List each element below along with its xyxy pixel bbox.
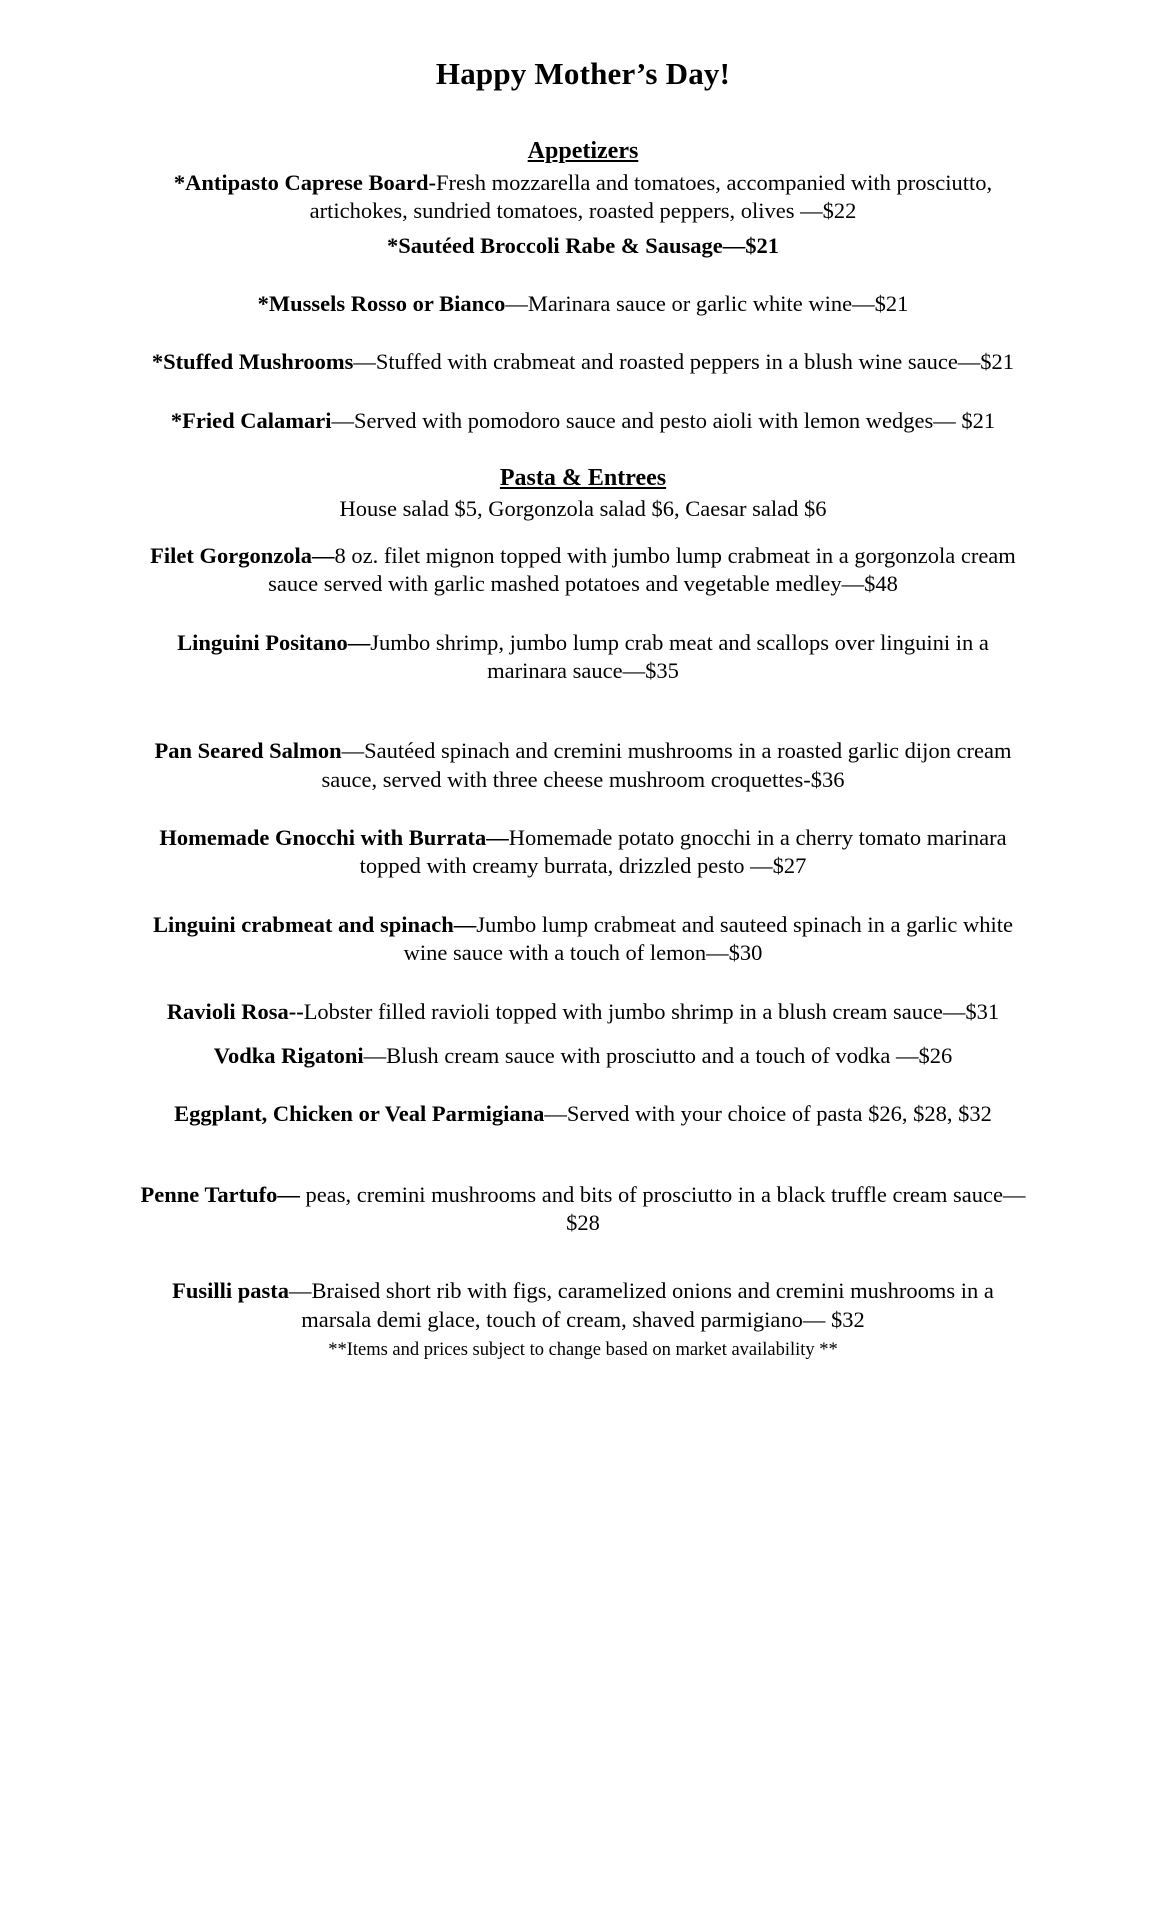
menu-item-name: Homemade Gnocchi with Burrata— [159,825,509,851]
menu-item-description: Lobster filled ravioli topped with jumbo shrimp in a blush cream sauce—$31 [303,998,1000,1024]
menu-item-description: Jumbo lump crabmeat and sauteed spinach in a garlic white wine sauce with a touch of lemon—$30 [403,911,1013,966]
menu-item-description: Jumbo shrimp, jumbo lump crab meat and scallops over linguini in a marinara sauce—$35 [370,629,989,684]
menu-item-name: Eggplant, Chicken or Veal Parmigiana [174,1101,545,1127]
menu-item-description: 8 oz. filet mignon topped with jumbo lump crabmeat in a gorgonzola cream sauce served with garlic mashed potatoes and vegetable medley—$48 [268,543,1016,597]
menu-item [135,1100,1031,1128]
section-heading-appetizers: Appetizers [527,138,639,164]
menu-item [135,1181,1031,1238]
menu-item [135,348,1031,376]
menu-item-name: Filet Gorgonzola— [150,543,335,569]
menu-item-description: Fresh mozzarella and tomatoes, accompanied with prosciutto, artichokes, sundried tomatoes, roasted peppers, olives —$22 [309,170,993,224]
menu-item-name: *Antipasto Caprese Board- [173,170,436,195]
menu-item-description: —Braised short rib with figs, caramelized onions and cremini mushrooms in a marsala demi glace, touch of cream, shaved parmigiano— $32 [289,1278,994,1332]
menu-item-name: Ravioli Rosa-- [166,998,304,1024]
menu-item [135,542,1031,599]
section-pasta-entrees [135,465,1031,1334]
menu-item [135,824,1031,881]
menu-item-description: —Served with your choice of pasta $26, $28, $32 [544,1101,992,1127]
menu-item [135,169,1031,226]
salad-note: House salad $5, Gorgonzola salad $6, Caesar salad $6 [339,496,827,522]
menu-item-description: —Stuffed with crabmeat and roasted peppers in a blush wine sauce—$21 [353,349,1015,375]
menu-item-name: Linguini crabmeat and spinach— [153,911,477,937]
menu-item-description: peas, cremini mushrooms and bits of prosciutto in a black truffle cream sauce—$28 [299,1181,1026,1235]
menu-document [135,0,1031,1361]
menu-item [135,1277,1031,1334]
menu-item-description: —Marinara sauce or garlic white wine—$21 [505,291,909,317]
menu-item [135,232,1031,260]
menu-item-name: Fusilli pasta [172,1278,290,1304]
menu-item-name: Penne Tartufo— [140,1181,300,1207]
menu-item-name: *Sautéed Broccoli Rabe & Sausage—$21 [386,232,780,258]
menu-item-description: Homemade potato gnocchi in a cherry tomato marinara topped with creamy burrata, drizzled pesto —$27 [359,825,1007,879]
menu-item [135,998,1031,1026]
section-heading-pasta-entrees: Pasta & Entrees [499,465,667,492]
menu-item-name: Vodka Rigatoni [213,1042,364,1068]
market-availability-disclaimer: **Items and prices subject to change based on market availability ** [328,1339,838,1360]
menu-item [135,737,1031,794]
menu-item-description: —Sautéed spinach and cremini mushrooms in a roasted garlic dijon cream sauce, served with three cheese mushroom croquettes-$36 [321,738,1012,792]
menu-item-name: *Mussels Rosso or Bianco [257,291,506,317]
section-appetizers [135,138,1031,435]
menu-item [135,407,1031,435]
menu-item-name: *Stuffed Mushrooms [151,349,354,375]
page-title: Happy Mother’s Day! [435,56,731,91]
menu-item-description: —Blush cream sauce with prosciutto and a touch of vodka —$26 [363,1042,953,1068]
menu-item-name: Linguini Positano— [177,629,371,655]
menu-item [135,1042,1031,1070]
menu-item-description: —Served with pomodoro sauce and pesto aioli with lemon wedges— $21 [331,407,996,433]
menu-item-name: Pan Seared Salmon [154,738,342,764]
menu-item [135,911,1031,968]
menu-item-name: *Fried Calamari [170,407,332,433]
menu-item [135,290,1031,318]
menu-item [135,629,1031,686]
